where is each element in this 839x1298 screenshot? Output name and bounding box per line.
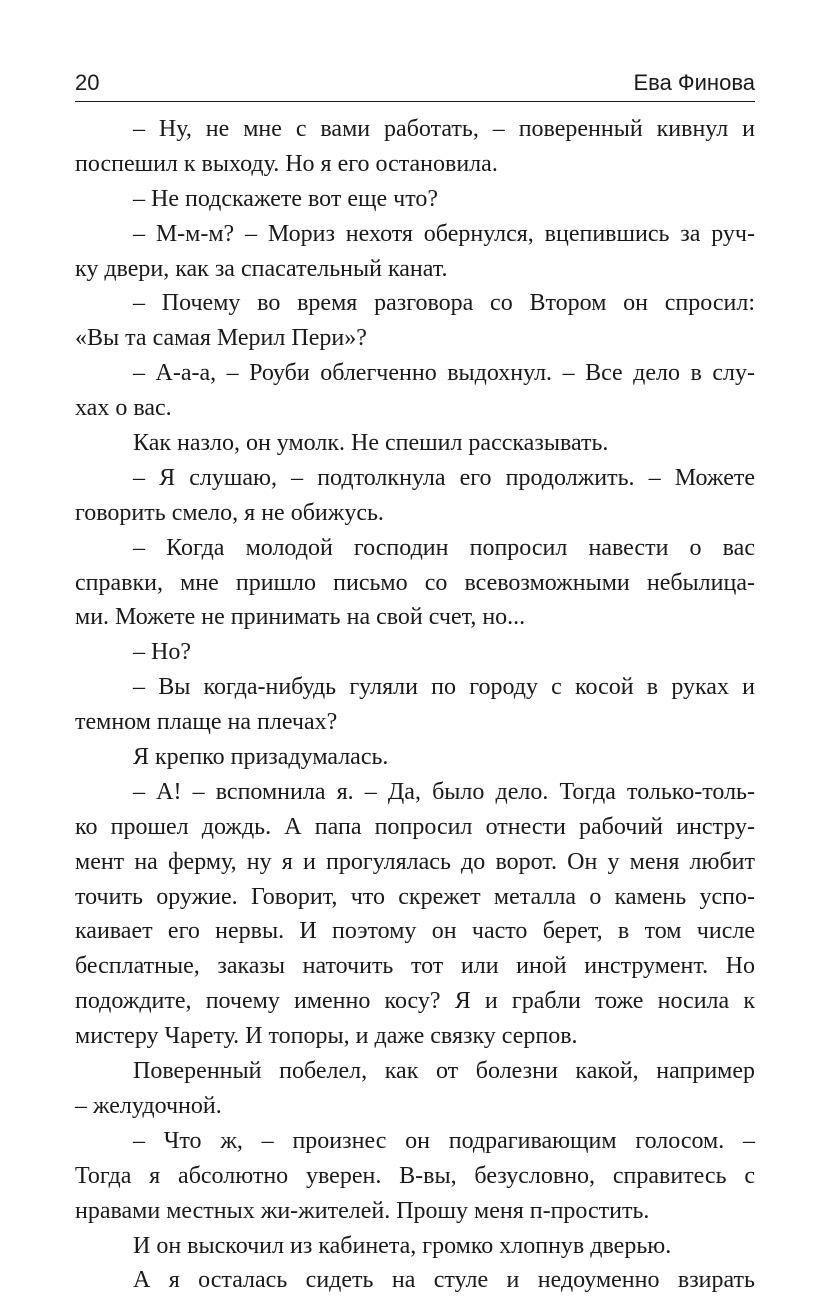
text-line: Я крепко призадумалась. — [133, 744, 389, 771]
body-text — [75, 112, 755, 1298]
text-line: – Что ж, – произнес он подрагивающим голосом. – — [133, 1127, 755, 1154]
text-line: Как назло, он умолк. Не спешил рассказывать. — [133, 430, 609, 457]
text-line: бесплатные, заказы наточить тот или иной инструмент. Но — [75, 953, 755, 980]
text-line: говорить смело, я не обижусь. — [75, 499, 384, 526]
text-line: ку двери, как за спасательный канат. — [75, 255, 448, 282]
text-line: – Я слушаю, – подтолкнула его продолжить. – Можете — [133, 464, 755, 491]
text-line: «Вы та самая Мерил Пери»? — [75, 325, 367, 352]
text-line: – Вы когда-нибудь гуляли по городу с косой в руках и — [133, 674, 755, 701]
page-number: 20 — [75, 70, 100, 95]
text-line: – Когда молодой господин попросил навести о вас — [133, 534, 755, 561]
author-name: Ева Финова — [633, 70, 755, 95]
text-line: хах о вас. — [75, 395, 172, 422]
text-line: – Не подскажете вот еще что? — [133, 185, 439, 212]
text-line: – желудочной. — [75, 1092, 222, 1119]
text-line: ми. Можете не принимать на свой счет, но... — [75, 604, 526, 631]
running-head — [75, 66, 755, 100]
text-line: – А-а-а, – Роуби облегченно выдохнул. – Все дело в слу- — [133, 360, 755, 387]
text-line: – Почему во время разговора со Втором он спросил: — [133, 290, 755, 317]
text-line: А я осталась сидеть на стуле и недоуменно взирать — [133, 1267, 755, 1294]
text-line: – Ну, не мне с вами работать, – поверенный кивнул и — [133, 116, 755, 142]
text-line: Поверенный побелел, как от болезни какой, например — [133, 1058, 755, 1085]
text-line: каивает его нервы. И поэтому он часто берет, в том числе — [75, 918, 755, 945]
text-line: темном плаще на плечах? — [75, 709, 338, 736]
header-divider — [75, 101, 755, 102]
text-line: ко прошел дождь. А папа попросил отнести рабочий инстру- — [75, 813, 755, 840]
text-line: Тогда я абсолютно уверен. В-вы, безусловно, справитесь с — [75, 1162, 755, 1189]
text-line: – А! – вспомнила я. – Да, было дело. Тогда только-толь- — [133, 778, 755, 805]
text-line: – М-м-м? – Мориз нехотя обернулся, вцепившись за руч- — [133, 220, 755, 247]
text-line: И он выскочил из кабинета, громко хлопнув дверью. — [133, 1232, 672, 1259]
text-line: точить оружие. Говорит, что скрежет металла о камень успо- — [75, 883, 755, 910]
text-line: – Но? — [133, 639, 191, 666]
text-line: подождите, почему именно косу? Я и грабли тоже носила к — [75, 988, 755, 1015]
text-line: нравами местных жи-жителей. Прошу меня п-простить. — [75, 1197, 650, 1224]
text-line: мент на ферму, ну я и прогулялась до ворот. Он у меня любит — [75, 848, 755, 875]
text-line: мистеру Чарету. И топоры, и даже связку серпов. — [75, 1023, 578, 1050]
text-line: справки, мне пришло письмо со всевозможными небылица- — [75, 569, 755, 596]
text-line: поспешил к выходу. Но я его остановила. — [75, 150, 498, 177]
